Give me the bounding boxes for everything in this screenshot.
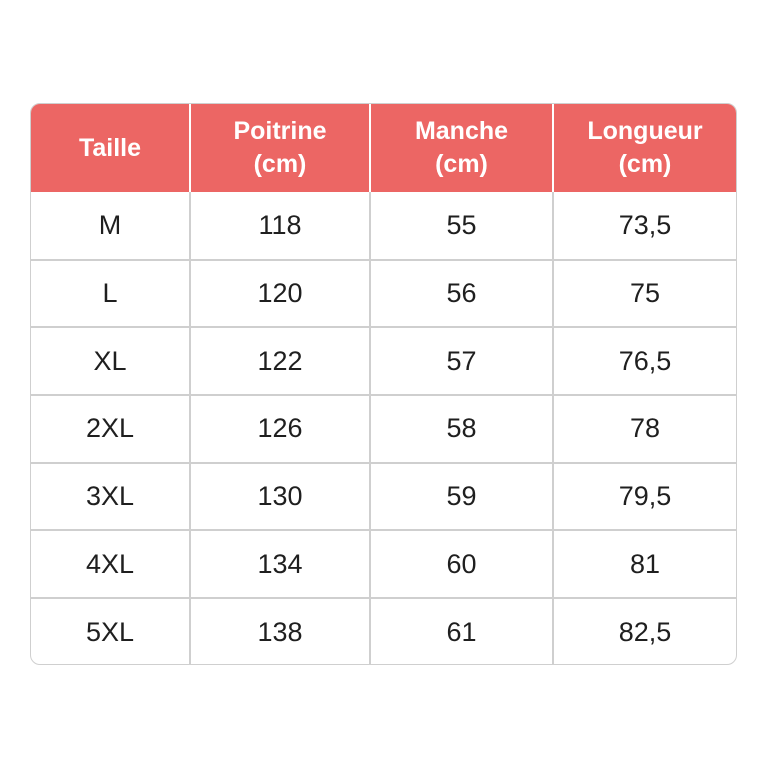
table-row: [31, 463, 736, 531]
length-cell: 73,5: [618, 209, 672, 240]
chest-cell: 138: [190, 598, 370, 665]
sleeve-cell: 55: [370, 192, 553, 260]
header-length-unit: (cm): [618, 150, 672, 178]
length-cell: 76,5: [553, 327, 736, 395]
length-cell: 75: [553, 260, 736, 328]
header-chest-label: Poitrine: [233, 117, 327, 145]
chest-cell: 118: [190, 192, 370, 260]
sleeve-cell: 58: [370, 395, 553, 463]
table-row: [31, 530, 736, 598]
header-row: [31, 104, 736, 192]
sleeve-cell: 61: [370, 598, 553, 665]
table-row: [31, 598, 736, 665]
header-sleeve: [370, 104, 553, 192]
size-cell: 5XL: [31, 598, 190, 665]
header-size: [31, 104, 190, 192]
size-cell: 3XL: [31, 463, 190, 531]
chest-cell: 126: [190, 395, 370, 463]
size-cell: 2XL: [31, 395, 190, 463]
size-cell: M: [31, 192, 190, 260]
length-cell: 81: [553, 530, 736, 598]
chest-cell: 120: [190, 260, 370, 328]
table-header: [31, 104, 736, 192]
sleeve-cell: 59: [370, 463, 553, 531]
table-body: [31, 192, 736, 665]
chest-cell: 130: [190, 463, 370, 531]
sleeve-cell: 57: [370, 327, 553, 395]
size-cell: XL: [31, 327, 190, 395]
header-length-label: Longueur: [587, 117, 703, 145]
size-cell: 4XL: [31, 530, 190, 598]
table-row: [31, 260, 736, 328]
sleeve-cell: 60: [370, 530, 553, 598]
length-cell: 78: [553, 395, 736, 463]
table-row: [31, 192, 736, 260]
size-table-grid: [31, 104, 736, 665]
sleeve-cell: 56: [370, 260, 553, 328]
table-row: [31, 395, 736, 463]
size-cell: L: [31, 260, 190, 328]
table-row: [31, 327, 736, 395]
header-chest-unit: (cm): [253, 150, 307, 178]
chest-cell: 122: [190, 327, 370, 395]
header-size-label: Taille: [78, 133, 142, 162]
size-chart-table: [30, 103, 737, 665]
header-sleeve-unit: (cm): [435, 150, 488, 178]
length-cell: 82,5: [553, 598, 736, 665]
chest-cell: 134: [190, 530, 370, 598]
header-sleeve-label: Manche: [414, 117, 509, 145]
header-chest: [190, 104, 370, 192]
header-length: [553, 104, 736, 192]
length-cell: 79,5: [553, 463, 736, 531]
